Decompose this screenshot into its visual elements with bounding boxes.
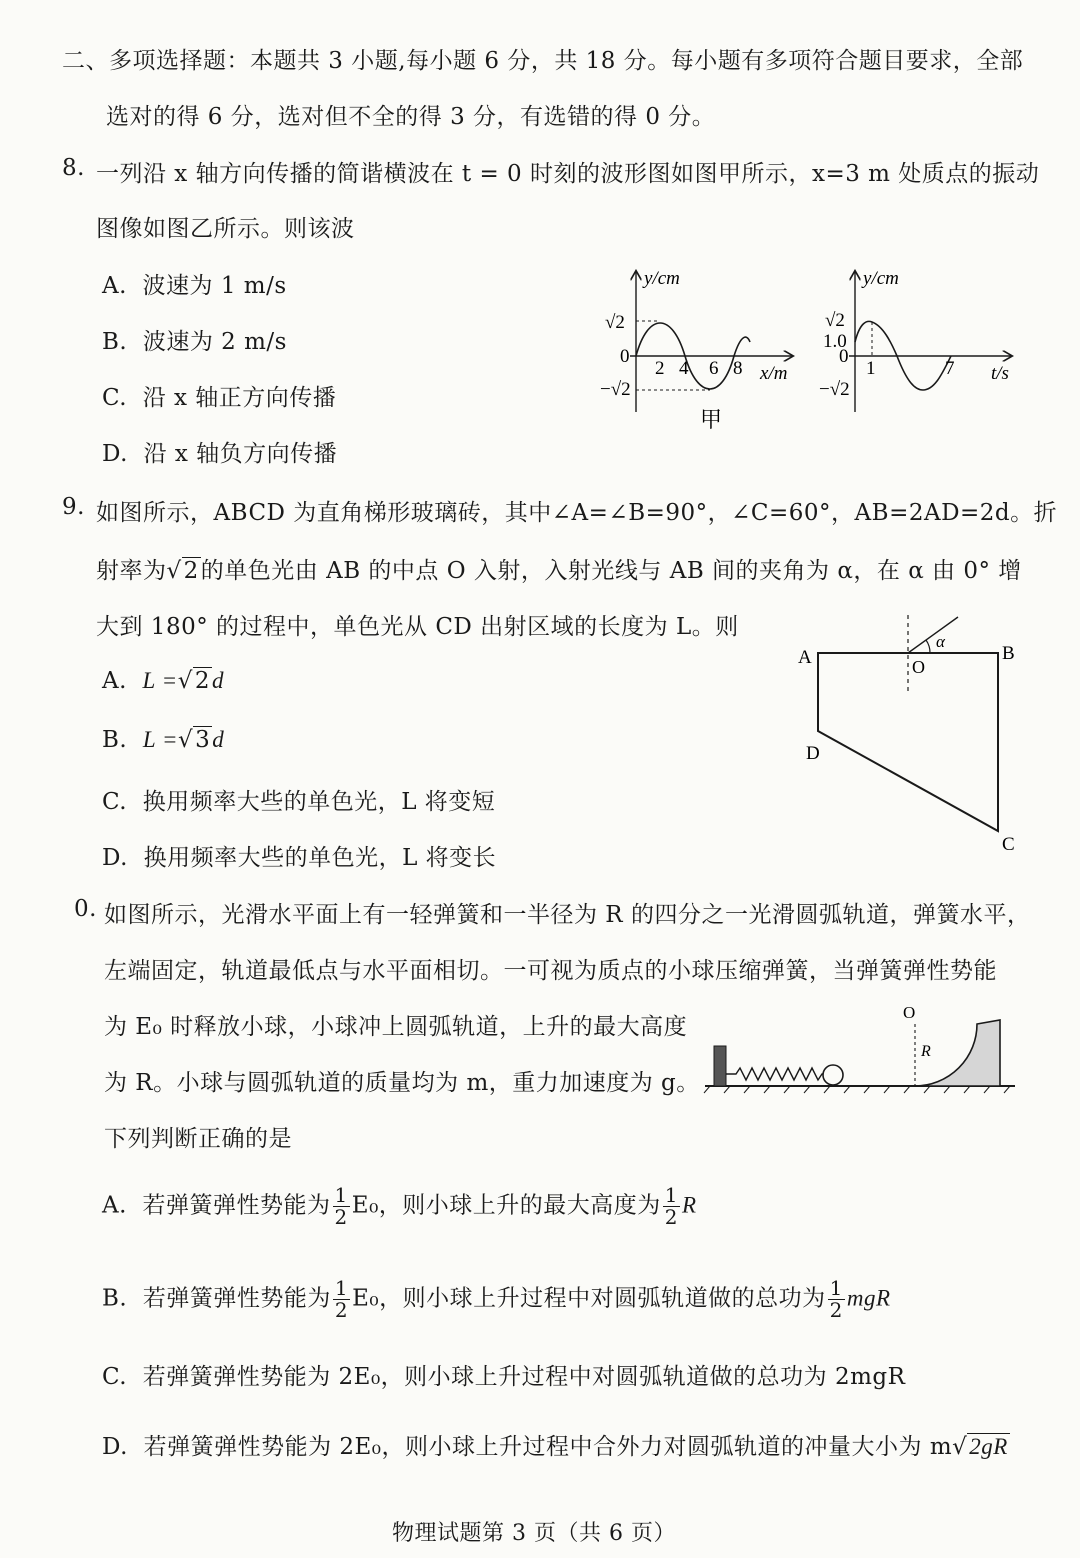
jia-tick-6: 6 (709, 358, 719, 379)
label-o: O (903, 1003, 916, 1022)
label-o: O (912, 657, 925, 677)
yi-ymax-label: √2 (825, 310, 845, 331)
q9-option-d: D. 换用频率大些的单色光，L 将变长 (102, 845, 497, 871)
label-b: B (1002, 643, 1015, 664)
alpha-arc (926, 640, 930, 653)
q9-stem-line1: 如图所示，ABCD 为直角梯形玻璃砖，其中∠A=∠B=90°，∠C=60°，AB=2AD=2d。折 (96, 500, 1058, 526)
q8-option-a: A. 波速为 1 m/s (102, 273, 287, 299)
jia-y-label: y/cm (644, 268, 680, 289)
spring (726, 1068, 824, 1080)
q8-stem-line1: 一列沿 x 轴方向传播的简谐横波在 t = 0 时刻的波形图如图甲所示，x=3 m 处质点的振动 (96, 161, 1040, 187)
section-title-line2: 选对的得 6 分，选对但不全的得 3 分，有选错的得 0 分。 (106, 104, 716, 130)
yi-y-mid-label: 1.0 (823, 331, 847, 352)
q10-stem-line2: 左端固定，轨道最低点与水平面相切。一可视为质点的小球压缩弹簧，当弹簧弹性势能 (104, 958, 997, 984)
ball (823, 1065, 843, 1085)
q8-option-d: D. 沿 x 轴负方向传播 (102, 441, 338, 467)
jia-x-label: x/m (760, 363, 788, 384)
q8-graph-jia (600, 262, 810, 437)
q10-option-b: B. 若弹簧弹性势能为 $\frac{1}{2}$ E₀，则小球上升过程中对圆弧轨道做的总功为 $\frac{1}{2}$ mgR (102, 1276, 891, 1322)
incident-ray (908, 617, 958, 653)
label-alpha: α (936, 632, 945, 651)
fixed-wall (714, 1046, 726, 1086)
q8-number: 8. (62, 155, 85, 181)
q8-stem-line2: 图像如图乙所示。则该波 (96, 216, 355, 242)
q8-option-b: B. 波速为 2 m/s (102, 329, 287, 355)
jia-tick-8: 8 (733, 358, 743, 379)
label-r: R (921, 1043, 931, 1060)
label-c: C (1002, 834, 1015, 855)
q8-option-c: C. 沿 x 轴正方向传播 (102, 385, 337, 411)
q9-number: 9. (62, 494, 85, 520)
jia-ymax-label: √2 (605, 312, 625, 333)
q9-stem-line2: 射率为√2的单色光由 AB 的中点 O 入射，入射光线与 AB 间的夹角为 α，在 α 由 0° 增 (96, 558, 1022, 584)
yi-t-label: t/s (991, 363, 1009, 384)
yi-origin: 0 (839, 346, 849, 367)
yi-tick-7: 7 (945, 358, 955, 379)
yi-tick-1: 1 (866, 358, 876, 379)
yi-ymin-label: −√2 (819, 379, 850, 400)
q9-trapezoid-figure (790, 605, 1030, 860)
q10-stem-line4: 为 R。小球与圆弧轨道的质量均为 m，重力加速度为 g。 (104, 1070, 700, 1096)
section-title-line1: 二、多项选择题：本题共 3 小题,每小题 6 分，共 18 分。每小题有多项符合题目要求，全部 (62, 48, 1024, 74)
q8-graph-yi (815, 262, 1030, 422)
label-d: D (806, 743, 820, 764)
jia-caption: 甲 (700, 407, 723, 432)
yi-y-label: y/cm (863, 268, 899, 289)
q10-option-c: C. 若弹簧弹性势能为 2E₀，则小球上升过程中对圆弧轨道做的总功为 2mgR (102, 1364, 906, 1390)
page-footer: 物理试题第 3 页（共 6 页） (392, 1521, 676, 1546)
q9-stem-line3: 大到 180° 的过程中，单色光从 CD 出射区域的长度为 L。则 (96, 614, 739, 640)
q10-stem-line3: 为 E₀ 时释放小球，小球冲上圆弧轨道，上升的最大高度 (104, 1014, 688, 1040)
q10-number: 0. (74, 896, 97, 922)
q9-option-b: B. L =√3d (102, 727, 225, 753)
q9-option-c: C. 换用频率大些的单色光，L 将变短 (102, 789, 496, 815)
q10-option-a: A. 若弹簧弹性势能为 $\frac{1}{2}$ E₀，则小球上升的最大高度为 $\frac{1}{2}$ R (102, 1183, 697, 1229)
sqrt-symbol: √2 (166, 558, 199, 584)
jia-tick-2: 2 (655, 358, 665, 379)
label-a: A (798, 647, 812, 668)
jia-tick-4: 4 (679, 358, 689, 379)
jia-ymin-label: −√2 (600, 379, 631, 400)
q10-spring-track-figure (700, 1000, 1020, 1095)
jia-origin: 0 (620, 346, 630, 367)
q10-option-d: D. 若弹簧弹性势能为 2E₀，则小球上升过程中合外力对圆弧轨道的冲量大小为 m√2gR (102, 1434, 1008, 1460)
q9-option-a: A. L =√2d (102, 668, 224, 694)
q10-stem-line5: 下列判断正确的是 (104, 1126, 292, 1152)
q10-stem-line1: 如图所示，光滑水平面上有一轻弹簧和一半径为 R 的四分之一光滑圆弧轨道，弹簧水平， (104, 902, 1031, 928)
